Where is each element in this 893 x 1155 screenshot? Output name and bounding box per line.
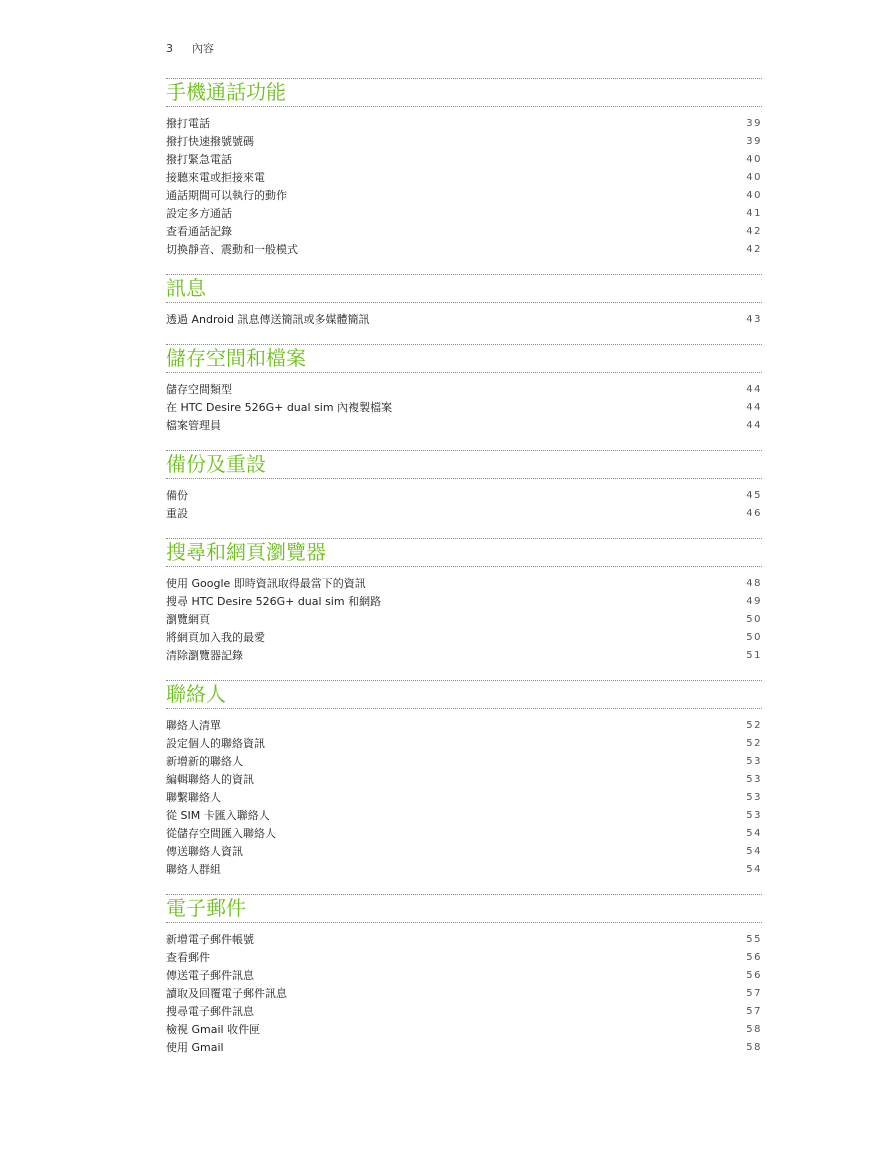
toc-entry-page: 46 <box>746 508 762 519</box>
toc-section <box>166 78 762 259</box>
section-title: 備份及重設 <box>166 450 762 479</box>
toc-entry-label: 設定多方通話 <box>166 207 232 220</box>
section-title: 搜尋和網頁瀏覽器 <box>166 538 762 567</box>
toc-entry[interactable] <box>166 789 762 807</box>
toc-entry-label: 編輯聯絡人的資訊 <box>166 773 254 786</box>
toc-entry-page: 40 <box>746 190 762 201</box>
toc-entry-label: 重設 <box>166 507 188 520</box>
toc-entry[interactable] <box>166 771 762 789</box>
toc-entry-page: 45 <box>746 490 762 501</box>
toc-entry[interactable] <box>166 115 762 133</box>
page-number: 3 <box>166 42 173 55</box>
toc-entry-page: 54 <box>746 864 762 875</box>
toc-entry[interactable] <box>166 151 762 169</box>
toc-entry-page: 50 <box>746 632 762 643</box>
toc-entry-page: 53 <box>746 792 762 803</box>
toc-entry-label: 讀取及回覆電子郵件訊息 <box>166 987 287 1000</box>
toc-entry-page: 56 <box>746 970 762 981</box>
page-header <box>166 40 214 56</box>
toc-entry-label: 傳送電子郵件訊息 <box>166 969 254 982</box>
header-title: 內容 <box>192 42 214 55</box>
toc-entry[interactable] <box>166 985 762 1003</box>
toc-entry-label: 查看郵件 <box>166 951 210 964</box>
toc-entry-page: 49 <box>746 596 762 607</box>
toc-entry-label: 傳送聯絡人資訊 <box>166 845 243 858</box>
toc-entry[interactable] <box>166 1021 762 1039</box>
toc-entry-label: 撥打緊急電話 <box>166 153 232 166</box>
toc-entry[interactable] <box>166 611 762 629</box>
toc-entry-page: 55 <box>746 934 762 945</box>
toc-entry-label: 使用 Google 即時資訊取得最當下的資訊 <box>166 577 366 590</box>
toc-section <box>166 344 762 435</box>
toc-entry-page: 54 <box>746 828 762 839</box>
toc-section <box>166 274 762 329</box>
section-title: 儲存空間和檔案 <box>166 344 762 373</box>
toc-entry-page: 56 <box>746 952 762 963</box>
toc-entry[interactable] <box>166 399 762 417</box>
toc-entry-label: 通話期間可以執行的動作 <box>166 189 287 202</box>
toc-entry[interactable] <box>166 241 762 259</box>
section-title: 聯絡人 <box>166 680 762 709</box>
toc-entry[interactable] <box>166 967 762 985</box>
toc-entry[interactable] <box>166 949 762 967</box>
toc-entry[interactable] <box>166 169 762 187</box>
toc-entry[interactable] <box>166 735 762 753</box>
toc-entry[interactable] <box>166 593 762 611</box>
toc-entry-page: 48 <box>746 578 762 589</box>
toc-entry[interactable] <box>166 647 762 665</box>
toc-entry-label: 檢視 Gmail 收件匣 <box>166 1023 261 1036</box>
toc-entry-page: 53 <box>746 756 762 767</box>
toc-entry-page: 39 <box>746 136 762 147</box>
toc-entry[interactable] <box>166 825 762 843</box>
toc-entry-label: 備份 <box>166 489 188 502</box>
toc-entry-page: 39 <box>746 118 762 129</box>
toc-entry-label: 聯絡人群組 <box>166 863 221 876</box>
toc-entry-label: 透過 Android 訊息傳送簡訊或多媒體簡訊 <box>166 313 370 326</box>
toc-entry-page: 58 <box>746 1024 762 1035</box>
section-title: 訊息 <box>166 274 762 303</box>
toc-entry-label: 使用 Gmail <box>166 1041 224 1054</box>
toc-entry-page: 52 <box>746 720 762 731</box>
toc-section <box>166 894 762 1057</box>
toc-entry[interactable] <box>166 187 762 205</box>
toc-entry-label: 從儲存空間匯入聯絡人 <box>166 827 276 840</box>
toc-entry-page: 54 <box>746 846 762 857</box>
toc-entry-page: 57 <box>746 988 762 999</box>
toc-entry[interactable] <box>166 717 762 735</box>
toc-entry-label: 聯繫聯絡人 <box>166 791 221 804</box>
toc-entry[interactable] <box>166 205 762 223</box>
toc-entry-label: 查看通話記錄 <box>166 225 232 238</box>
toc-entry-label: 清除瀏覽器記錄 <box>166 649 243 662</box>
toc-entry[interactable] <box>166 381 762 399</box>
toc-entry-page: 58 <box>746 1042 762 1053</box>
toc-entry-page: 40 <box>746 172 762 183</box>
toc-entry-label: 將網頁加入我的最愛 <box>166 631 265 644</box>
toc-entry-label: 搜尋電子郵件訊息 <box>166 1005 254 1018</box>
toc-entry-label: 聯絡人清單 <box>166 719 221 732</box>
toc-entry-page: 44 <box>746 420 762 431</box>
toc-entry-label: 搜尋 HTC Desire 526G+ dual sim 和網路 <box>166 595 382 608</box>
toc-entry-label: 設定個人的聯絡資訊 <box>166 737 265 750</box>
toc-section <box>166 680 762 879</box>
toc-entry[interactable] <box>166 807 762 825</box>
toc-entry-label: 切換靜音、震動和一般模式 <box>166 243 298 256</box>
toc-entry-label: 撥打快速撥號號碼 <box>166 135 254 148</box>
toc-entry-page: 50 <box>746 614 762 625</box>
toc-entry-page: 41 <box>746 208 762 219</box>
toc-entry[interactable] <box>166 505 762 523</box>
toc-entry-page: 43 <box>746 314 762 325</box>
toc-entry[interactable] <box>166 223 762 241</box>
toc-entry-page: 44 <box>746 384 762 395</box>
toc-entry-page: 51 <box>746 650 762 661</box>
toc-entry-label: 撥打電話 <box>166 117 210 130</box>
table-of-contents <box>166 78 762 1072</box>
toc-entry-page: 40 <box>746 154 762 165</box>
toc-entry[interactable] <box>166 1039 762 1057</box>
toc-entry[interactable] <box>166 753 762 771</box>
section-title: 手機通話功能 <box>166 78 762 107</box>
toc-entry-page: 42 <box>746 244 762 255</box>
toc-section <box>166 450 762 523</box>
toc-entry-page: 53 <box>746 774 762 785</box>
toc-entry-page: 52 <box>746 738 762 749</box>
toc-entry[interactable] <box>166 861 762 879</box>
toc-entry[interactable] <box>166 629 762 647</box>
toc-entry[interactable] <box>166 487 762 505</box>
toc-entry-page: 57 <box>746 1006 762 1017</box>
toc-entry[interactable] <box>166 843 762 861</box>
toc-entry[interactable] <box>166 133 762 151</box>
toc-entry-page: 44 <box>746 402 762 413</box>
toc-entry-label: 瀏覽網頁 <box>166 613 210 626</box>
toc-entry-label: 新增新的聯絡人 <box>166 755 243 768</box>
toc-entry[interactable] <box>166 1003 762 1021</box>
toc-entry-label: 儲存空間類型 <box>166 383 232 396</box>
toc-section <box>166 538 762 665</box>
toc-entry-label: 在 HTC Desire 526G+ dual sim 內複製檔案 <box>166 401 393 414</box>
toc-entry[interactable] <box>166 931 762 949</box>
toc-entry[interactable] <box>166 311 762 329</box>
toc-entry[interactable] <box>166 575 762 593</box>
toc-entry-page: 42 <box>746 226 762 237</box>
toc-entry-label: 從 SIM 卡匯入聯絡人 <box>166 809 270 822</box>
toc-entry-page: 53 <box>746 810 762 821</box>
toc-entry-label: 檔案管理員 <box>166 419 221 432</box>
section-title: 電子郵件 <box>166 894 762 923</box>
toc-entry-label: 新增電子郵件帳號 <box>166 933 254 946</box>
toc-entry[interactable] <box>166 417 762 435</box>
toc-entry-label: 接聽來電或拒接來電 <box>166 171 265 184</box>
